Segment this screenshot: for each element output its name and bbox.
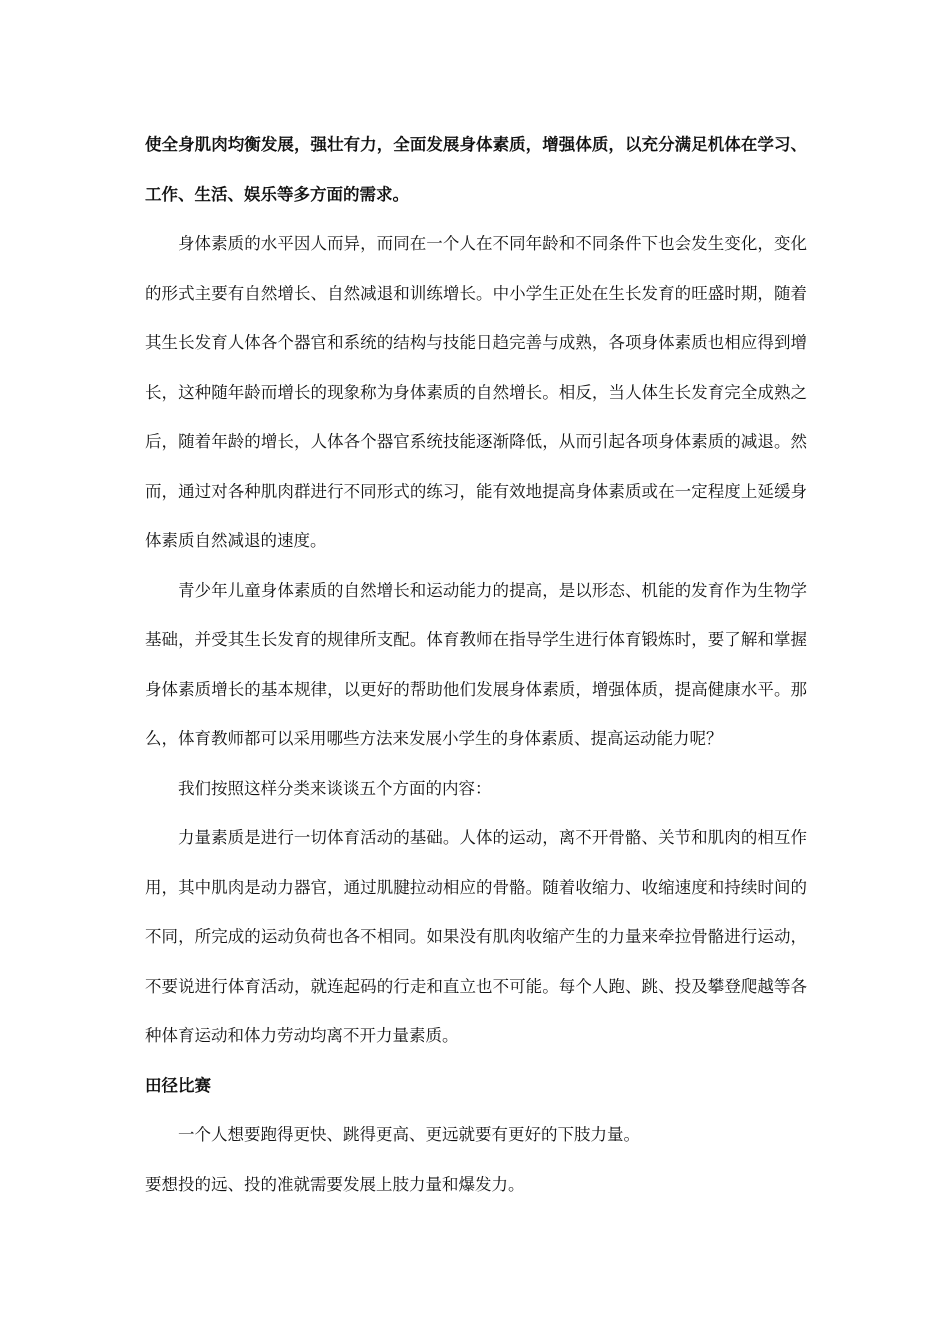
paragraph-physical-quality-change: 身体素质的水平因人而异，而同在一个人在不同年龄和不同条件下也会发生变化，变化的形式主要有自然增长、自然减退和训练增长。中小学生正处在生长发育的旺盛时期，随着其生长发育人体各个器官和系统的结构与技能日趋完善与成熟，各项身体素质也相应得到增长，这种随年龄而增长的现象称为身体素质的自然增长。相反，当人体生长发育完全成熟之后，随着年龄的增长，人体各个器官系统技能逐渐降低，从而引起各项身体素质的减退。然而，通过对各种肌肉群进行不同形式的练习，能有效地提高身体素质或在一定程度上延缓身体素质自然减退的速度。 <box>145 234 807 550</box>
section-heading: 田径比赛 <box>145 1075 211 1095</box>
section-line-upper-limb: 要想投的远、投的准就需要发展上肢力量和爆发力。 <box>145 1174 525 1194</box>
paragraph-natural-growth: 青少年儿童身体素质的自然增长和运动能力的提高，是以形态、机能的发育作为生物学基础，并受其生长发育的规律所支配。体育教师在指导学生进行体育锻炼时，要了解和掌握身体素质增长的基本规律，以更好的帮助他们发展身体素质，增强体质，提高健康水平。那么，体育教师都可以采用哪些方法来发展小学生的身体素质、提高运动能力呢？ <box>145 580 807 748</box>
intro-paragraph: 使全身肌肉均衡发展，强壮有力，全面发展身体素质，增强体质，以充分满足机体在学习、工作、生活、娱乐等多方面的需求。 <box>145 135 807 204</box>
paragraph-five-aspects: 我们按照这样分类来谈谈五个方面的内容： <box>178 778 492 798</box>
document-page <box>145 120 807 1209</box>
paragraph-strength-quality: 力量素质是进行一切体育活动的基础。人体的运动，离不开骨骼、关节和肌肉的相互作用，其中肌肉是动力器官，通过肌腱拉动相应的骨骼。随着收缩力、收缩速度和持续时间的不同，所完成的运动负荷也各不相同。如果没有肌肉收缩产生的力量来牵拉骨骼进行运动，不要说进行体育活动，就连起码的行走和直立也不可能。每个人跑、跳、投及攀登爬越等各种体育运动和体力劳动均离不开力量素质。 <box>145 828 807 1045</box>
section-line-lower-limb: 一个人想要跑得更快、跳得更高、更远就要有更好的下肢力量。 <box>178 1125 640 1144</box>
